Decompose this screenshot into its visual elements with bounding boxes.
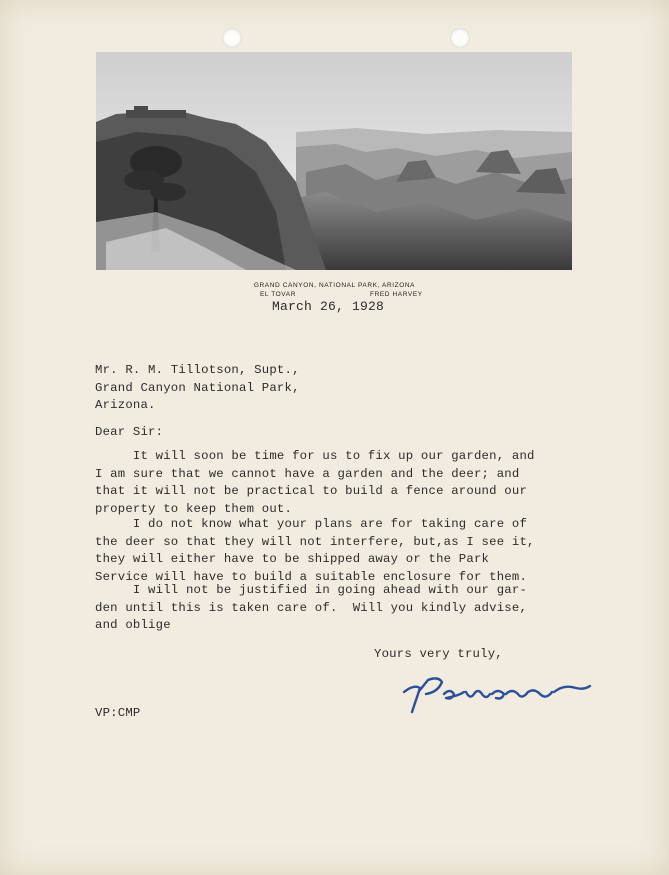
body-paragraph-1: It will soon be time for us to fix up our garden, and I am sure that we cannot have a garden and the deer; and that it will not be practical to build a fence around our property to keep them out. (95, 449, 535, 516)
letterhead-fred-harvey: FRED HARVEY (370, 291, 423, 298)
salutation: Dear Sir: (95, 425, 164, 439)
handwritten-signature (398, 670, 594, 716)
letterhead-title: GRAND CANYON, NATIONAL PARK, ARIZONA (253, 282, 416, 289)
grand-canyon-engraving (96, 52, 572, 270)
closing: Yours very truly, (374, 647, 503, 661)
body-paragraph-3: I will not be justified in going ahead with our gar- den until this is taken care of. Will you kindly advise, and oblige (95, 583, 528, 632)
letterhead-el-tovar: EL TOVAR (260, 291, 296, 298)
recipient-address (95, 362, 300, 415)
recipient-line-3: Arizona. (95, 398, 156, 412)
body-paragraph-2: I do not know what your plans are for taking care of the deer so that they will not interfere, but,as I see it, they will either have to be shipped away or the Park Service will have to build a suitable enclosure for them. (95, 517, 535, 584)
recipient-line-2: Grand Canyon National Park, (95, 380, 300, 395)
typist-initials: VP:CMP (95, 706, 141, 720)
recipient-line-1: Mr. R. M. Tillotson, Supt., (95, 363, 300, 377)
punch-hole-left (222, 28, 242, 48)
punch-hole-right (450, 28, 470, 48)
letter-date: March 26, 1928 (272, 299, 385, 314)
